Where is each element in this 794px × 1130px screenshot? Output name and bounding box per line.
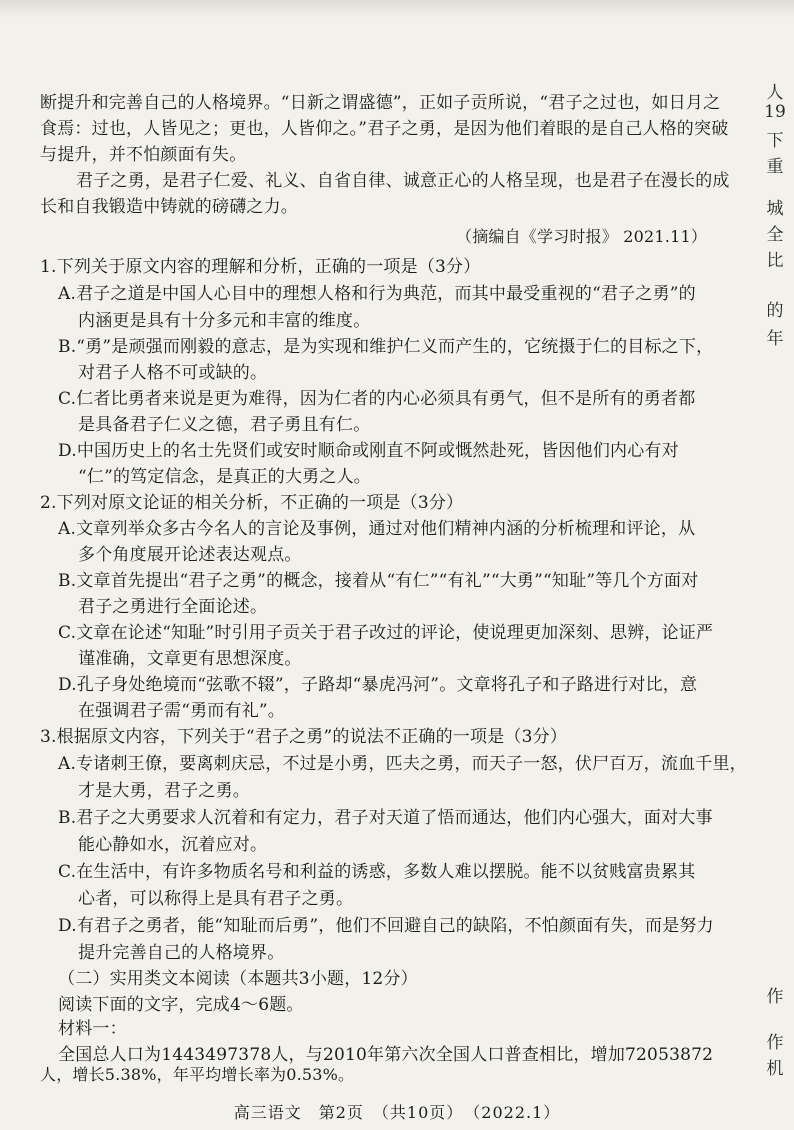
section-heading: （二）实用类文本阅读（本题共3小题，12分）	[58, 969, 418, 989]
text-line: 全国总人口为1443497378人，与2010年第六次全国人口普查相比，增加72053872	[58, 1045, 714, 1065]
text-line: 人，增长5.38%，年平均增长率为0.53%。	[40, 1065, 355, 1084]
margin-char: 的	[766, 301, 784, 321]
margin-char: 作	[766, 987, 784, 1007]
option-text: B.君子之大勇要求人沉着和有定力，君子对天道了悟而通达，他们内心强大，面对大事	[58, 808, 713, 828]
option-text: D.有君子之勇者，能“知耻而后勇”，他们不回避自己的缺陷，不怕颜面有失，而是努力	[58, 916, 714, 936]
margin-char: 全	[766, 225, 784, 245]
option-text: “仁”的笃定信念，是真正的大勇之人。	[78, 467, 371, 487]
option-text: C.文章在论述“知耻”时引用子贡关于君子改过的评论，使说理更加深刻、思辨，论证严	[58, 623, 714, 643]
margin-column	[760, 70, 794, 1130]
margin-char: 下	[766, 131, 784, 151]
text-line: 与提升，并不怕颜面有失。	[40, 145, 247, 165]
option-text: 在强调君子需“勇而有礼”。	[78, 701, 285, 721]
option-text: C.仁者比勇者来说是更为难得，因为仁者的内心必须具有勇气，但不是所有的勇者都	[58, 389, 696, 409]
option-text: 心者，可以称得上是具有君子之勇。	[78, 889, 354, 909]
question-2-stem: 2.下列对原文论证的相关分析，不正确的一项是（3分）	[40, 493, 464, 513]
page-footer: 高三语文 第2页 （共10页） （2022.1）	[233, 1103, 561, 1122]
option-text: 对君子人格不可或缺的。	[78, 363, 268, 383]
option-text: C.在生活中，有许多物质名号和利益的诱惑，多数人难以摆脱。能不以贫贱富贵累其	[58, 862, 696, 882]
margin-char: 人	[766, 83, 784, 103]
text-line: 长和自我锻造中铸就的磅礴之力。	[40, 197, 298, 217]
option-text: 能心静如水，沉着应对。	[78, 835, 268, 855]
margin-char: 19	[764, 102, 786, 122]
text-line: 断提升和完善自己的人格境界。“日新之谓盛德”，正如子贡所说，“君子之过也，如日月之	[40, 93, 721, 113]
option-text: B.文章首先提出“君子之勇”的概念，接着从“有仁”“有礼”“大勇”“知耻”等几个方面对	[58, 571, 699, 591]
option-text: B.“勇”是顽强而刚毅的意志，是为实现和维护仁义而产生的，它统摄于仁的目标之下，	[58, 337, 714, 357]
margin-char: 比	[766, 251, 784, 271]
instruction-text: 阅读下面的文字，完成4～6题。	[58, 995, 304, 1015]
margin-char: 年	[766, 329, 784, 349]
option-text: A.专诸刺王僚，要离刺庆忌，不过是小勇，匹夫之勇，而天子一怒，伏尸百万，流血千里，	[58, 754, 747, 774]
margin-char: 城	[766, 199, 784, 219]
margin-char: 重	[766, 157, 784, 177]
option-text: D.孔子身处绝境而“弦歌不辍”，子路却“暴虎冯河”。文章将孔子和子路进行对比，意	[58, 675, 698, 695]
option-text: 谨准确，文章更有思想深度。	[78, 649, 302, 669]
scan-edge-shadow	[0, 0, 794, 18]
option-text: A.文章列举众多古今名人的言论及事例，通过对他们精神内涵的分析梳理和评论，从	[58, 519, 696, 539]
margin-char: 作	[766, 1033, 784, 1053]
material-label: 材料一：	[58, 1019, 127, 1039]
option-text: 是具备君子仁义之德，君子勇且有仁。	[78, 415, 371, 435]
question-1-stem: 1.下列关于原文内容的理解和分析，正确的一项是（3分）	[40, 257, 481, 277]
question-3-stem: 3.根据原文内容，下列关于“君子之勇”的说法不正确的一项是（3分）	[40, 727, 568, 747]
option-text: 多个角度展开论述表达观点。	[78, 545, 302, 565]
option-text: 内涵更是具有十分多元和丰富的维度。	[78, 311, 371, 331]
option-text: 提升完善自己的人格境界。	[78, 943, 285, 963]
option-text: 才是大勇，君子之勇。	[78, 781, 250, 801]
option-text: A.君子之道是中国人心目中的理想人格和行为典范，而其中最受重视的“君子之勇”的	[58, 284, 696, 304]
margin-char: 机	[766, 1059, 784, 1079]
option-text: 君子之勇进行全面论述。	[78, 597, 268, 617]
text-line: 君子之勇，是君子仁爱、礼义、自省自律、诚意正心的人格呈现，也是君子在漫长的成	[76, 171, 730, 191]
option-text: D.中国历史上的名士先贤们或安时顺命或刚直不阿或慨然赴死，皆因他们内心有对	[58, 441, 679, 461]
text-line: 食焉：过也，人皆见之；更也，人皆仰之。”君子之勇，是因为他们着眼的是自己人格的突破	[40, 119, 729, 139]
source-citation: （摘编自《学习时报》 2021.11）	[456, 227, 708, 246]
